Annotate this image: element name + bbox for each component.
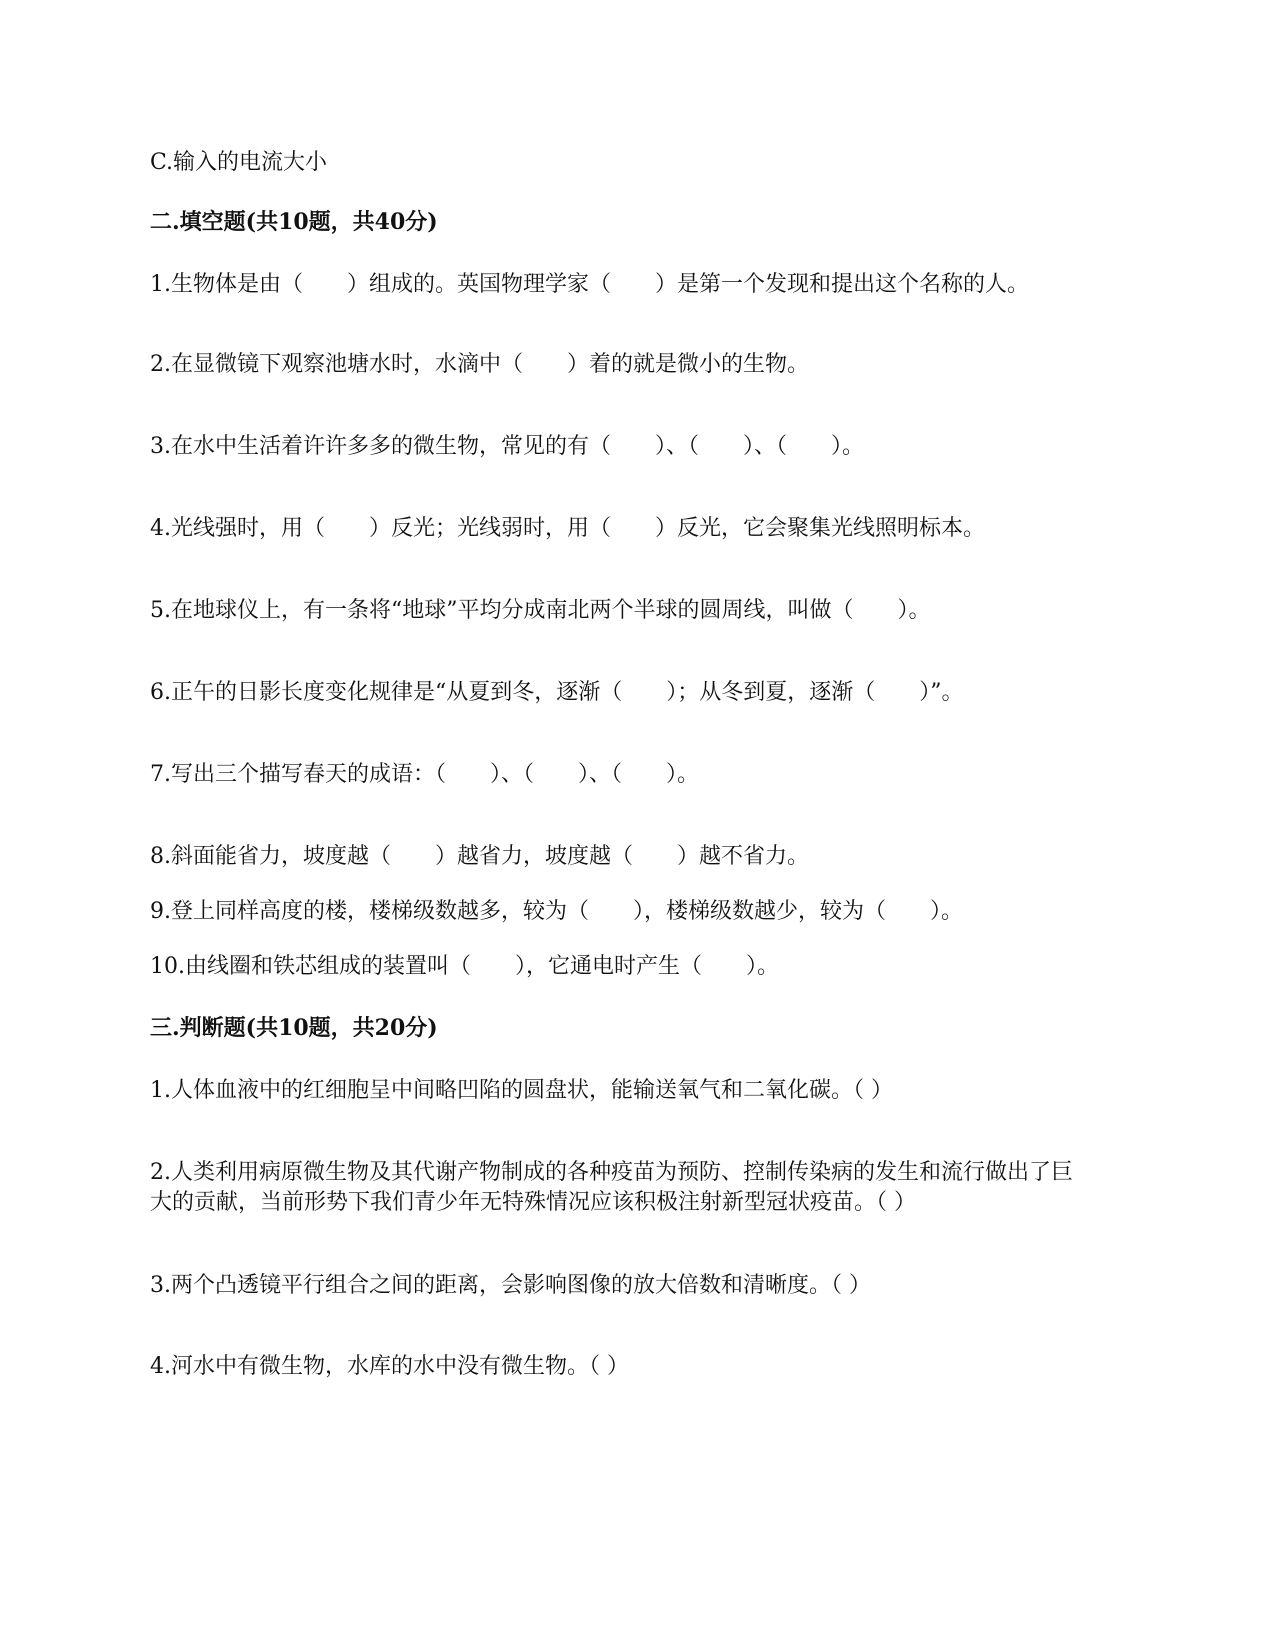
section-fill-in-blank-title: 二.填空题(共10题，共40分) bbox=[150, 209, 438, 235]
fill-blank-question-7: 7.写出三个描写春天的成语：（ ）、（ ）、（ ）。 bbox=[150, 762, 699, 787]
fill-blank-question-4: 4.光线强时，用（ ）反光；光线弱时，用（ ）反光，它会聚集光线照明标本。 bbox=[150, 516, 985, 541]
fill-blank-question-3: 3.在水中生活着许许多多的微生物，常见的有（ ）、（ ）、（ ）。 bbox=[150, 434, 864, 459]
fill-blank-question-10: 10.由线圈和铁芯组成的装置叫（ ），它通电时产生（ ）。 bbox=[150, 954, 779, 979]
fill-blank-question-9: 9.登上同样高度的楼，楼梯级数越多，较为（ ），楼梯级数越少，较为（ ）。 bbox=[150, 899, 963, 924]
true-false-question-1: 1.人体血液中的红细胞呈中间略凹陷的圆盘状，能输送氧气和二氧化碳。（ ） bbox=[150, 1078, 893, 1103]
fill-blank-question-2: 2.在显微镜下观察池塘水时，水滴中（ ）着的就是微小的生物。 bbox=[150, 352, 809, 377]
section-true-false-title: 三.判断题(共10题，共20分) bbox=[150, 1015, 438, 1041]
fill-blank-question-1: 1.生物体是由（ ）组成的。英国物理学家（ ）是第一个发现和提出这个名称的人。 bbox=[150, 272, 1029, 297]
true-false-question-2: 2.人类利用病原微生物及其代谢产物制成的各种疫苗为预防、控制传染病的发生和流行做出了巨大的贡献，当前形势下我们青少年无特殊情况应该积极注射新型冠状疫苗。（ ） bbox=[150, 1160, 1073, 1215]
true-false-question-3: 3.两个凸透镜平行组合之间的距离，会影响图像的放大倍数和清晰度。（ ） bbox=[150, 1273, 871, 1298]
previous-question-option-c: C.输入的电流大小 bbox=[150, 150, 328, 175]
fill-blank-question-6: 6.正午的日影长度变化规律是“从夏到冬，逐渐（ ）；从冬到夏，逐渐（ ）”。 bbox=[150, 680, 964, 705]
fill-blank-question-5: 5.在地球仪上，有一条将“地球”平均分成南北两个半球的圆周线，叫做（ ）。 bbox=[150, 598, 931, 623]
true-false-question-4: 4.河水中有微生物，水库的水中没有微生物。（ ） bbox=[150, 1354, 629, 1379]
fill-blank-question-8: 8.斜面能省力，坡度越（ ）越省力，坡度越（ ）越不省力。 bbox=[150, 844, 809, 869]
